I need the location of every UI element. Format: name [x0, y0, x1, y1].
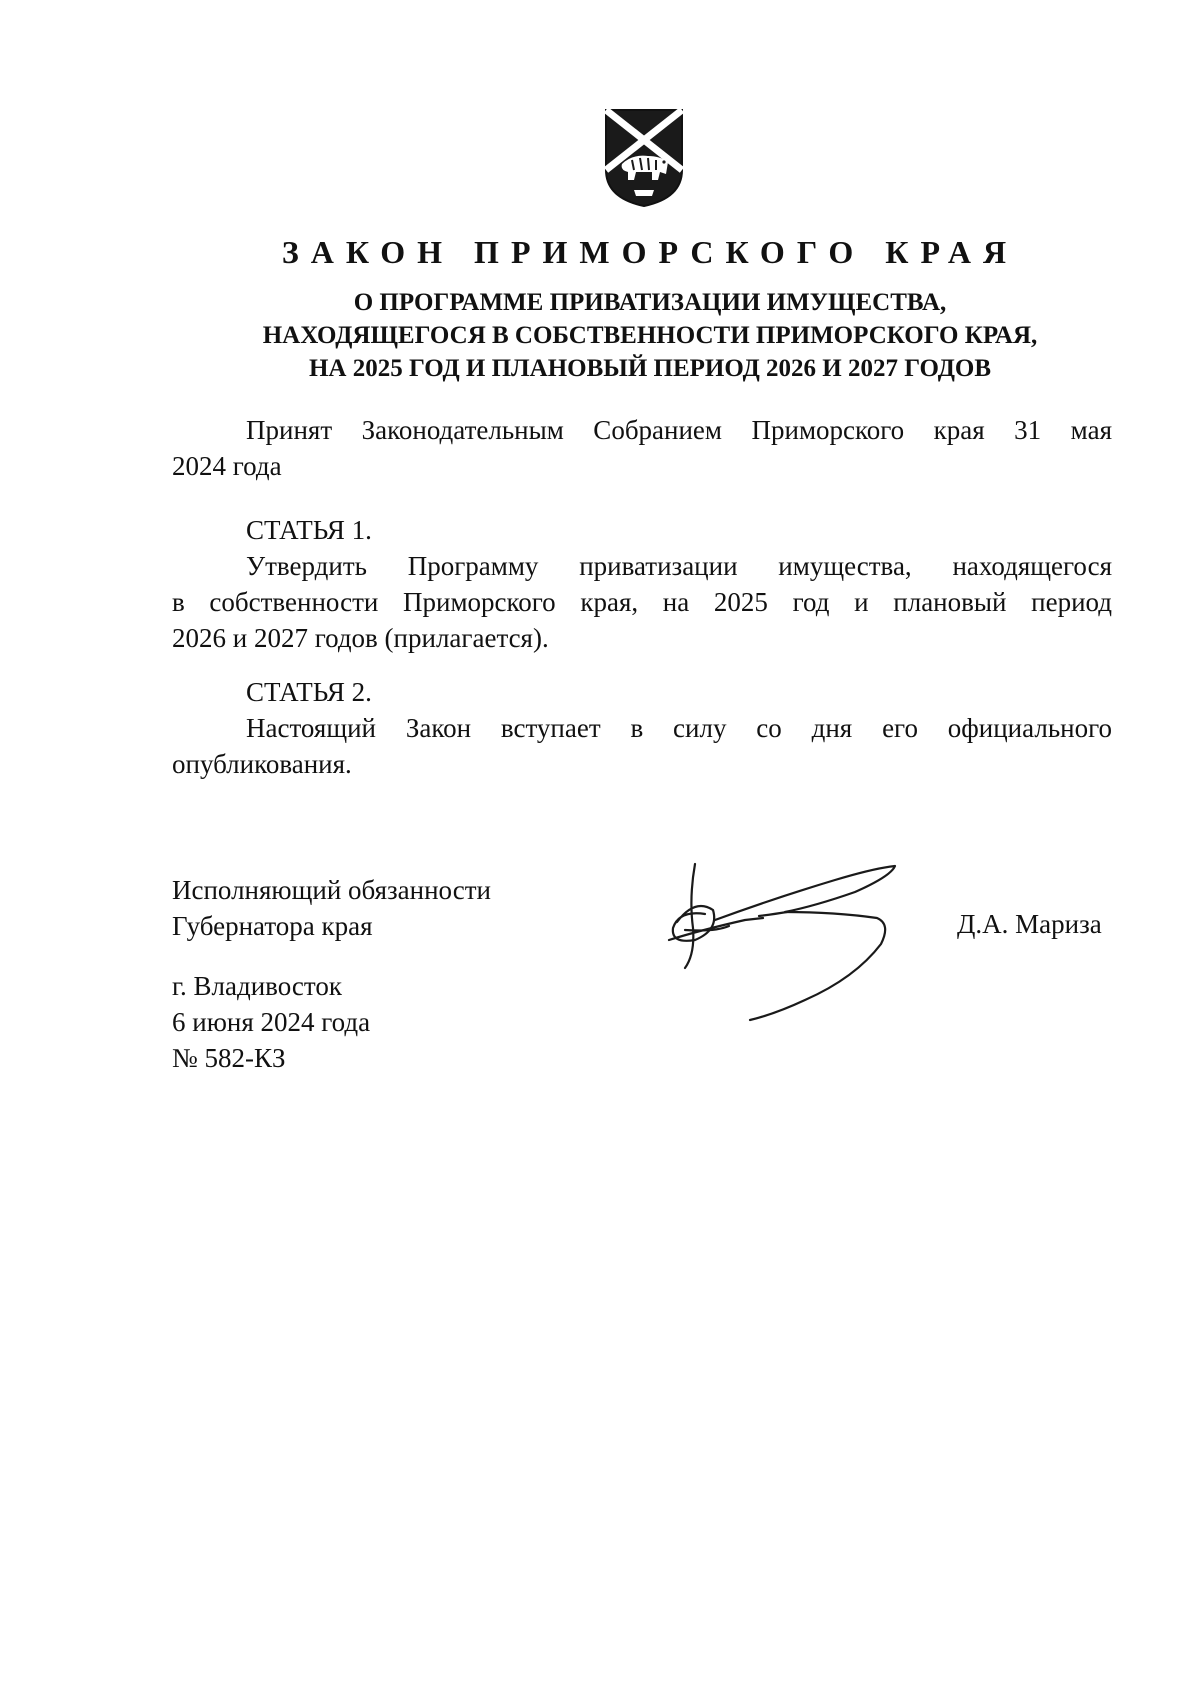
article-line: 2026 и 2027 годов (прилагается). [172, 623, 549, 653]
issue-details [172, 968, 370, 1076]
article-2 [172, 674, 1112, 782]
law-subject-line: О ПРОГРАММЕ ПРИВАТИЗАЦИИ ИМУЩЕСТВА, [353, 289, 947, 316]
law-subject-line: НА 2025 ГОД И ПЛАНОВЫЙ ПЕРИОД 2026 И 2027 ГОДОВ [308, 355, 992, 382]
article-line: Настоящий Закон вступает в силу со дня его официального [246, 713, 1112, 743]
article-line: опубликования. [172, 749, 352, 779]
signatory-position-line: Исполняющий обязанности [172, 875, 491, 905]
issue-number: № 582-КЗ [172, 1043, 286, 1073]
adoption-line: 2024 года [172, 451, 282, 481]
article-line: Утвердить Программу приватизации имущества, находящегося [246, 551, 1112, 581]
handwritten-signature-icon [655, 858, 925, 1028]
issue-city: г. Владивосток [172, 971, 342, 1001]
article-line: в собственности Приморского края, на 2025 год и плановый период [172, 587, 1112, 617]
adoption-line: Принят Законодательным Собранием Приморского края 31 мая [246, 415, 1112, 445]
issue-date: 6 июня 2024 года [172, 1007, 371, 1037]
law-subject [140, 286, 1160, 385]
adoption-note [172, 412, 1112, 484]
signatory-position-line: Губернатора края [172, 911, 373, 941]
law-title: ЗАКОН ПРИМОРСКОГО КРАЯ [281, 234, 1019, 270]
coat-of-arms-icon [602, 106, 686, 210]
law-subject-line: НАХОДЯЩЕГОСЯ В СОБСТВЕННОСТИ ПРИМОРСКОГО КРАЯ, [262, 322, 1038, 349]
article-heading: СТАТЬЯ 2. [246, 677, 372, 707]
signatory-name: Д.А. Мариза [957, 909, 1102, 939]
article-1 [172, 512, 1112, 656]
article-heading: СТАТЬЯ 1. [246, 515, 372, 545]
signatory-position [172, 872, 491, 944]
